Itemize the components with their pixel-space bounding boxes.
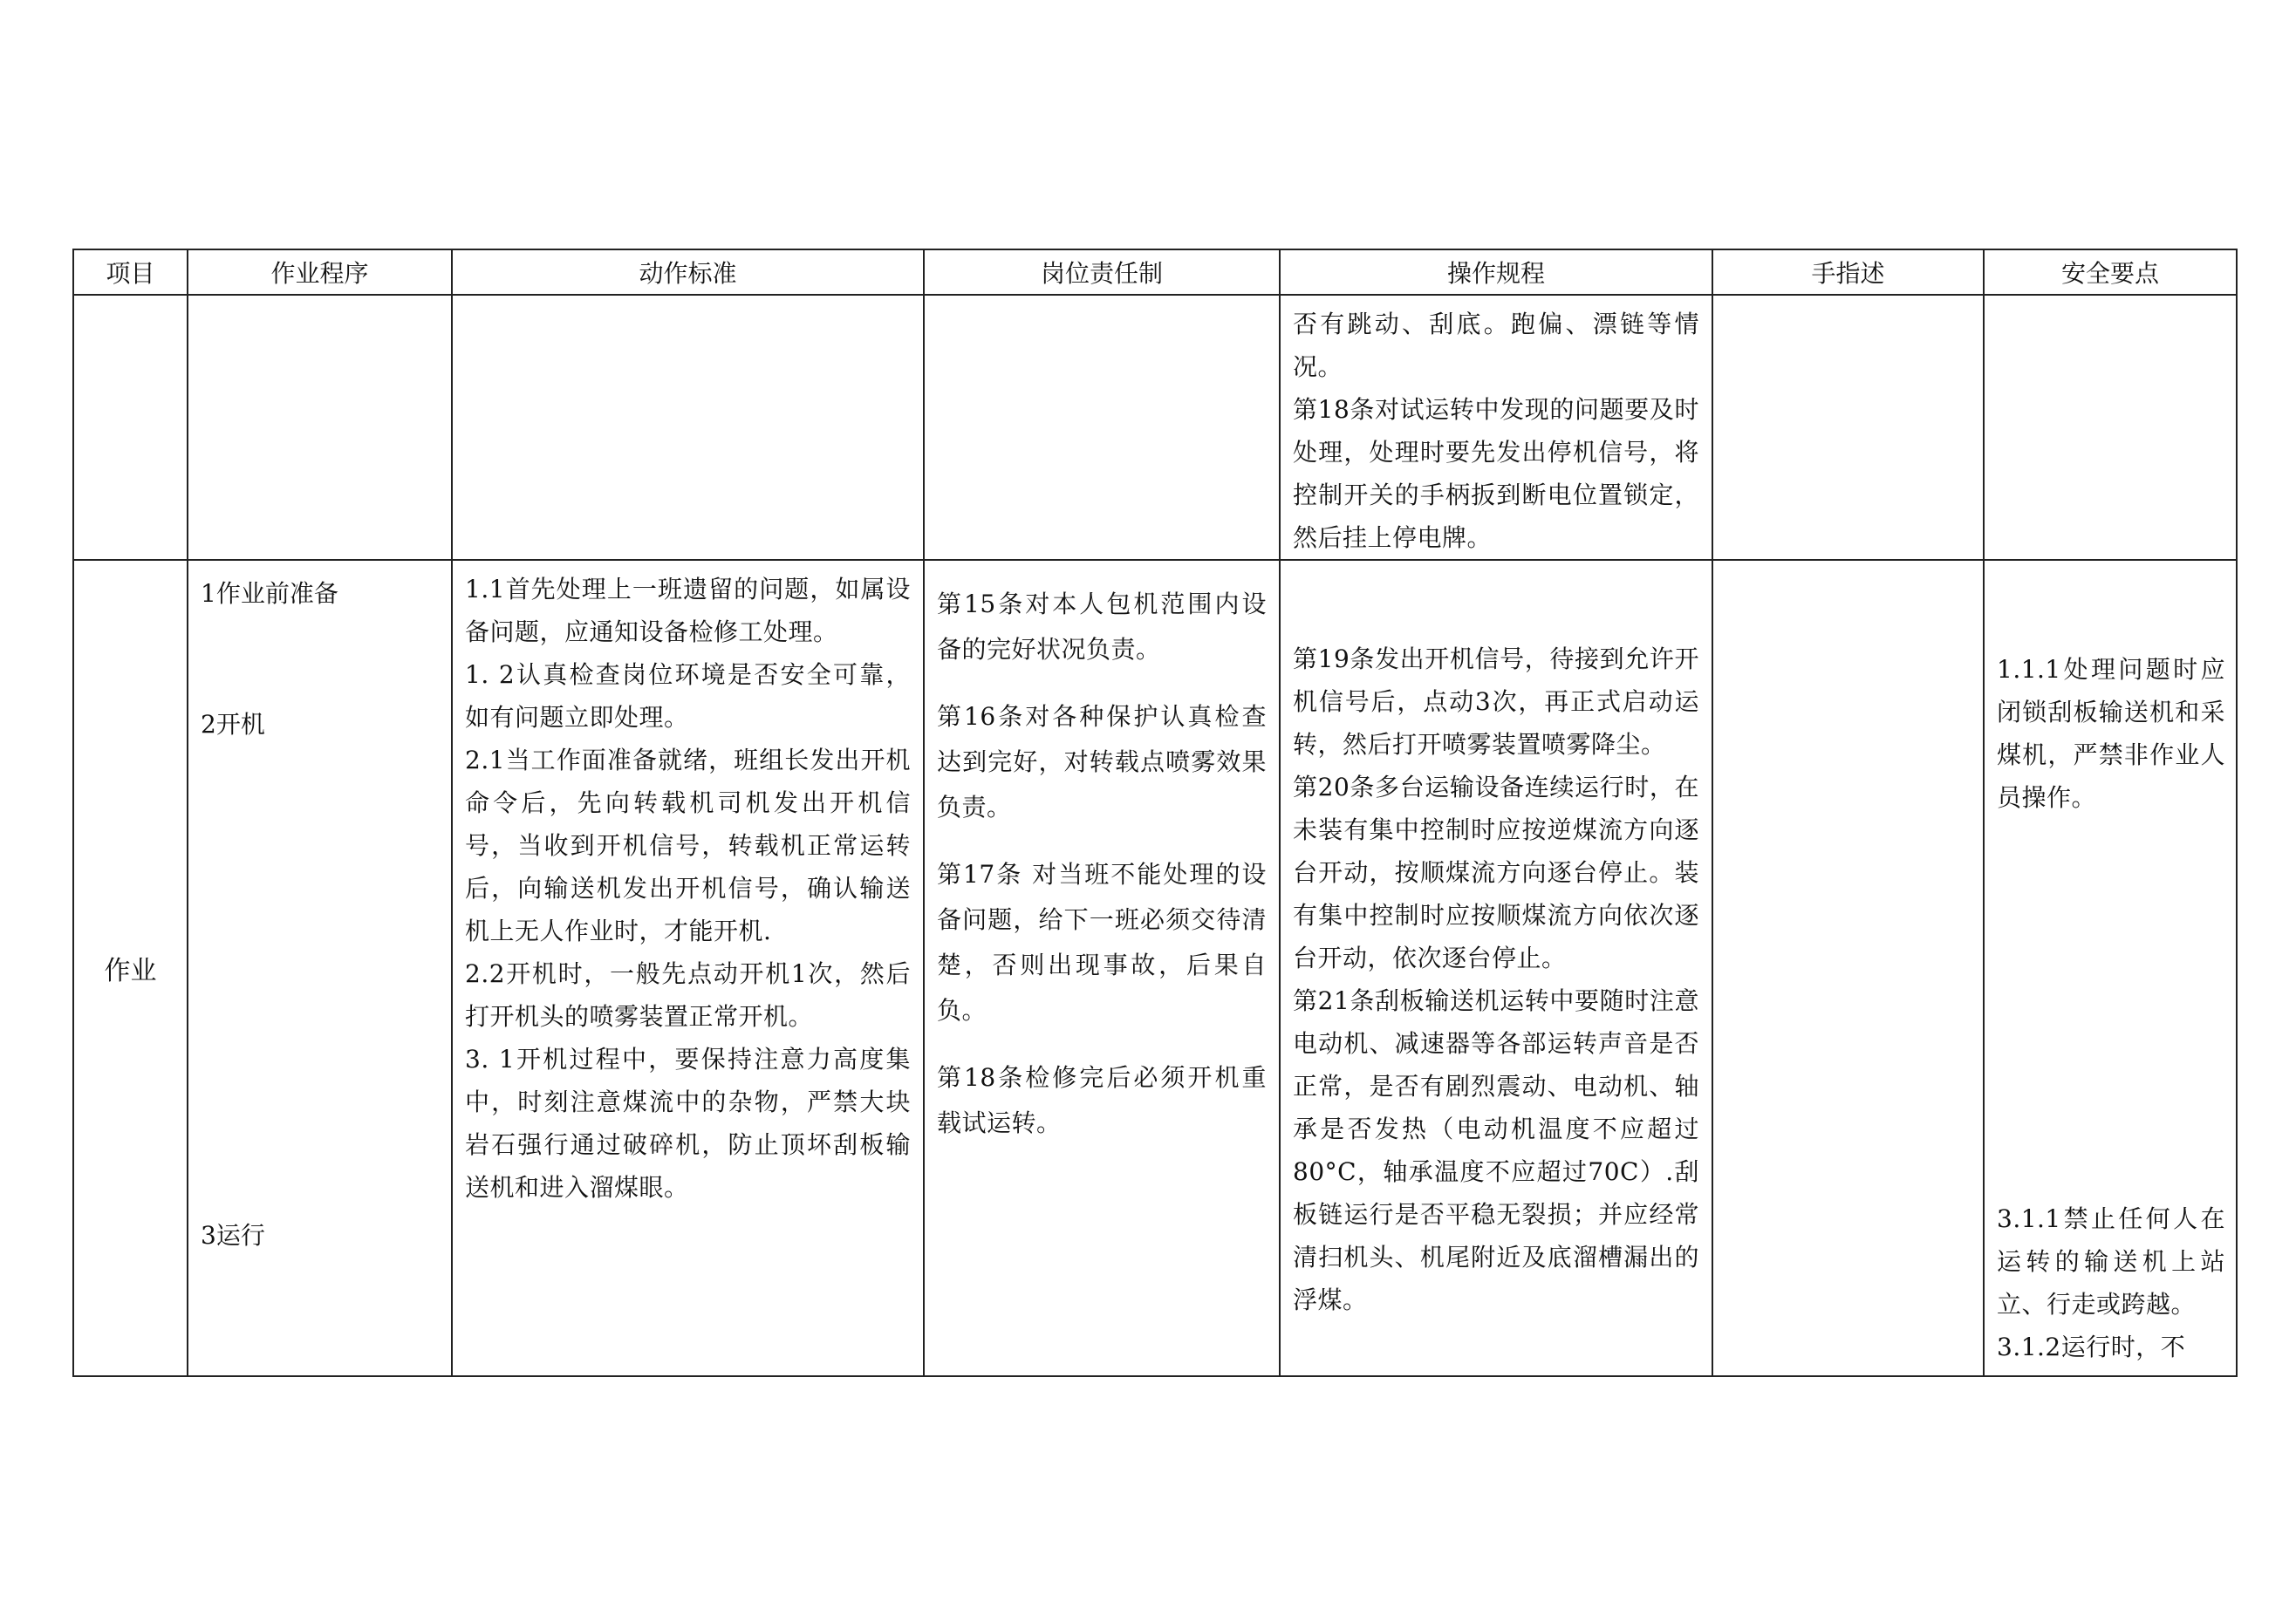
continuation-row: [73, 295, 2237, 560]
safety-point: 1.1.1处理问题时应闭锁刮板输送机和采煤机，严禁非作业人员操作。: [1997, 655, 2225, 812]
responsibility-cell: [924, 560, 1280, 1376]
header-finger-pointing: 手指述: [1712, 249, 1984, 295]
cont-action-cell: [452, 295, 924, 560]
header-responsibility: 岗位责任制: [924, 249, 1280, 295]
procedure-step: 2开机: [201, 710, 265, 739]
cont-item-cell: [73, 295, 188, 560]
safety-points-cell: [1984, 560, 2237, 1376]
responsibility-item: 第16条对各种保护认真检查达到完好，对转载点喷雾效果负责。: [937, 702, 1267, 822]
responsibility-item: 第18条检修完后必须开机重载试运转。: [937, 1063, 1267, 1137]
action-item: 1.1首先处理上一班遗留的问题，如属设备问题，应通知设备检修工处理。: [465, 575, 911, 646]
item-cell: 作业: [73, 560, 188, 1376]
operation-rule: 第20条多台运输设备连续运行时，在未装有集中控制时应按逆煤流方向逐台开动，按顺煤流方向逐台停止。装有集中控制时应按顺煤流方向依次逐台开动，依次逐台停止。: [1293, 773, 1699, 972]
cont-procedure-cell: [188, 295, 452, 560]
action-item: 2.1当工作面准备就绪，班组长发出开机命令后，先向转载机司机发出开机信号，当收到开机信号，转载机正常运转后，向输送机发出开机信号，确认输送机上无人作业时，才能开机.: [465, 746, 911, 945]
procedure-table: [72, 249, 2238, 1377]
procedure-step: 1作业前准备: [201, 579, 338, 608]
responsibility-item: 第17条 对当班不能处理的设备问题，给下一班必须交待清楚，否则出现事故，后果自负。: [937, 860, 1267, 1025]
operation-rule: 第19条发出开机信号，待接到允许开机信号后，点动3次，再正式启动运转，然后打开喷雾装置喷雾降尘。: [1293, 644, 1699, 759]
work-row: [73, 560, 2237, 1376]
header-item: 项目: [73, 249, 188, 295]
procedure-step: 3运行: [201, 1221, 265, 1250]
header-safety-points: 安全要点: [1984, 249, 2237, 295]
action-standard-cell: [452, 560, 924, 1376]
cont-finger-cell: [1712, 295, 1984, 560]
cont-operation-line: 否有跳动、刮底。跑偏、漂链等情况。: [1293, 310, 1699, 381]
header-operation-rules: 操作规程: [1280, 249, 1712, 295]
operation-rules-cell: [1280, 560, 1712, 1376]
cont-safety-cell: [1984, 295, 2237, 560]
procedure-cell: [188, 560, 452, 1376]
header-procedure: 作业程序: [188, 249, 452, 295]
header-action-standard: 动作标准: [452, 249, 924, 295]
action-item: 2.2开机时，一般先点动开机1次，然后打开机头的喷雾装置正常开机。: [465, 959, 911, 1031]
cont-operation-cell: [1280, 295, 1712, 560]
safety-point: 3.1.2运行时，不: [1997, 1333, 2186, 1361]
action-item: 1. 2认真检查岗位环境是否安全可靠，如有问题立即处理。: [465, 660, 911, 732]
cont-operation-line: 第18条对试运转中发现的问题要及时处理，处理时要先发出停机信号，将控制开关的手柄扳到断电位置锁定，然后挂上停电牌。: [1293, 395, 1699, 552]
finger-pointing-cell: [1712, 560, 1984, 1376]
action-item: 3. 1开机过程中，要保持注意力高度集中，时刻注意煤流中的杂物，严禁大块岩石强行通过破碎机，防止顶坏刮板输送机和进入溜煤眼。: [465, 1045, 911, 1202]
responsibility-item: 第15条对本人包机范围内设备的完好状况负责。: [937, 590, 1267, 664]
cont-responsibility-cell: [924, 295, 1280, 560]
header-row: [73, 249, 2237, 295]
operation-rule: 第21条刮板输送机运转中要随时注意电动机、减速器等各部运转声音是否正常，是否有剧烈震动、电动机、轴承是否发热（电动机温度不应超过80°C，轴承温度不应超过70C）.刮板链运行是否平稳无裂损；并应经常清扫机头、机尾附近及底溜槽漏出的浮煤。: [1293, 986, 1699, 1314]
safety-point: 3.1.1禁止任何人在运转的输送机上站立、行走或跨越。: [1997, 1204, 2225, 1319]
